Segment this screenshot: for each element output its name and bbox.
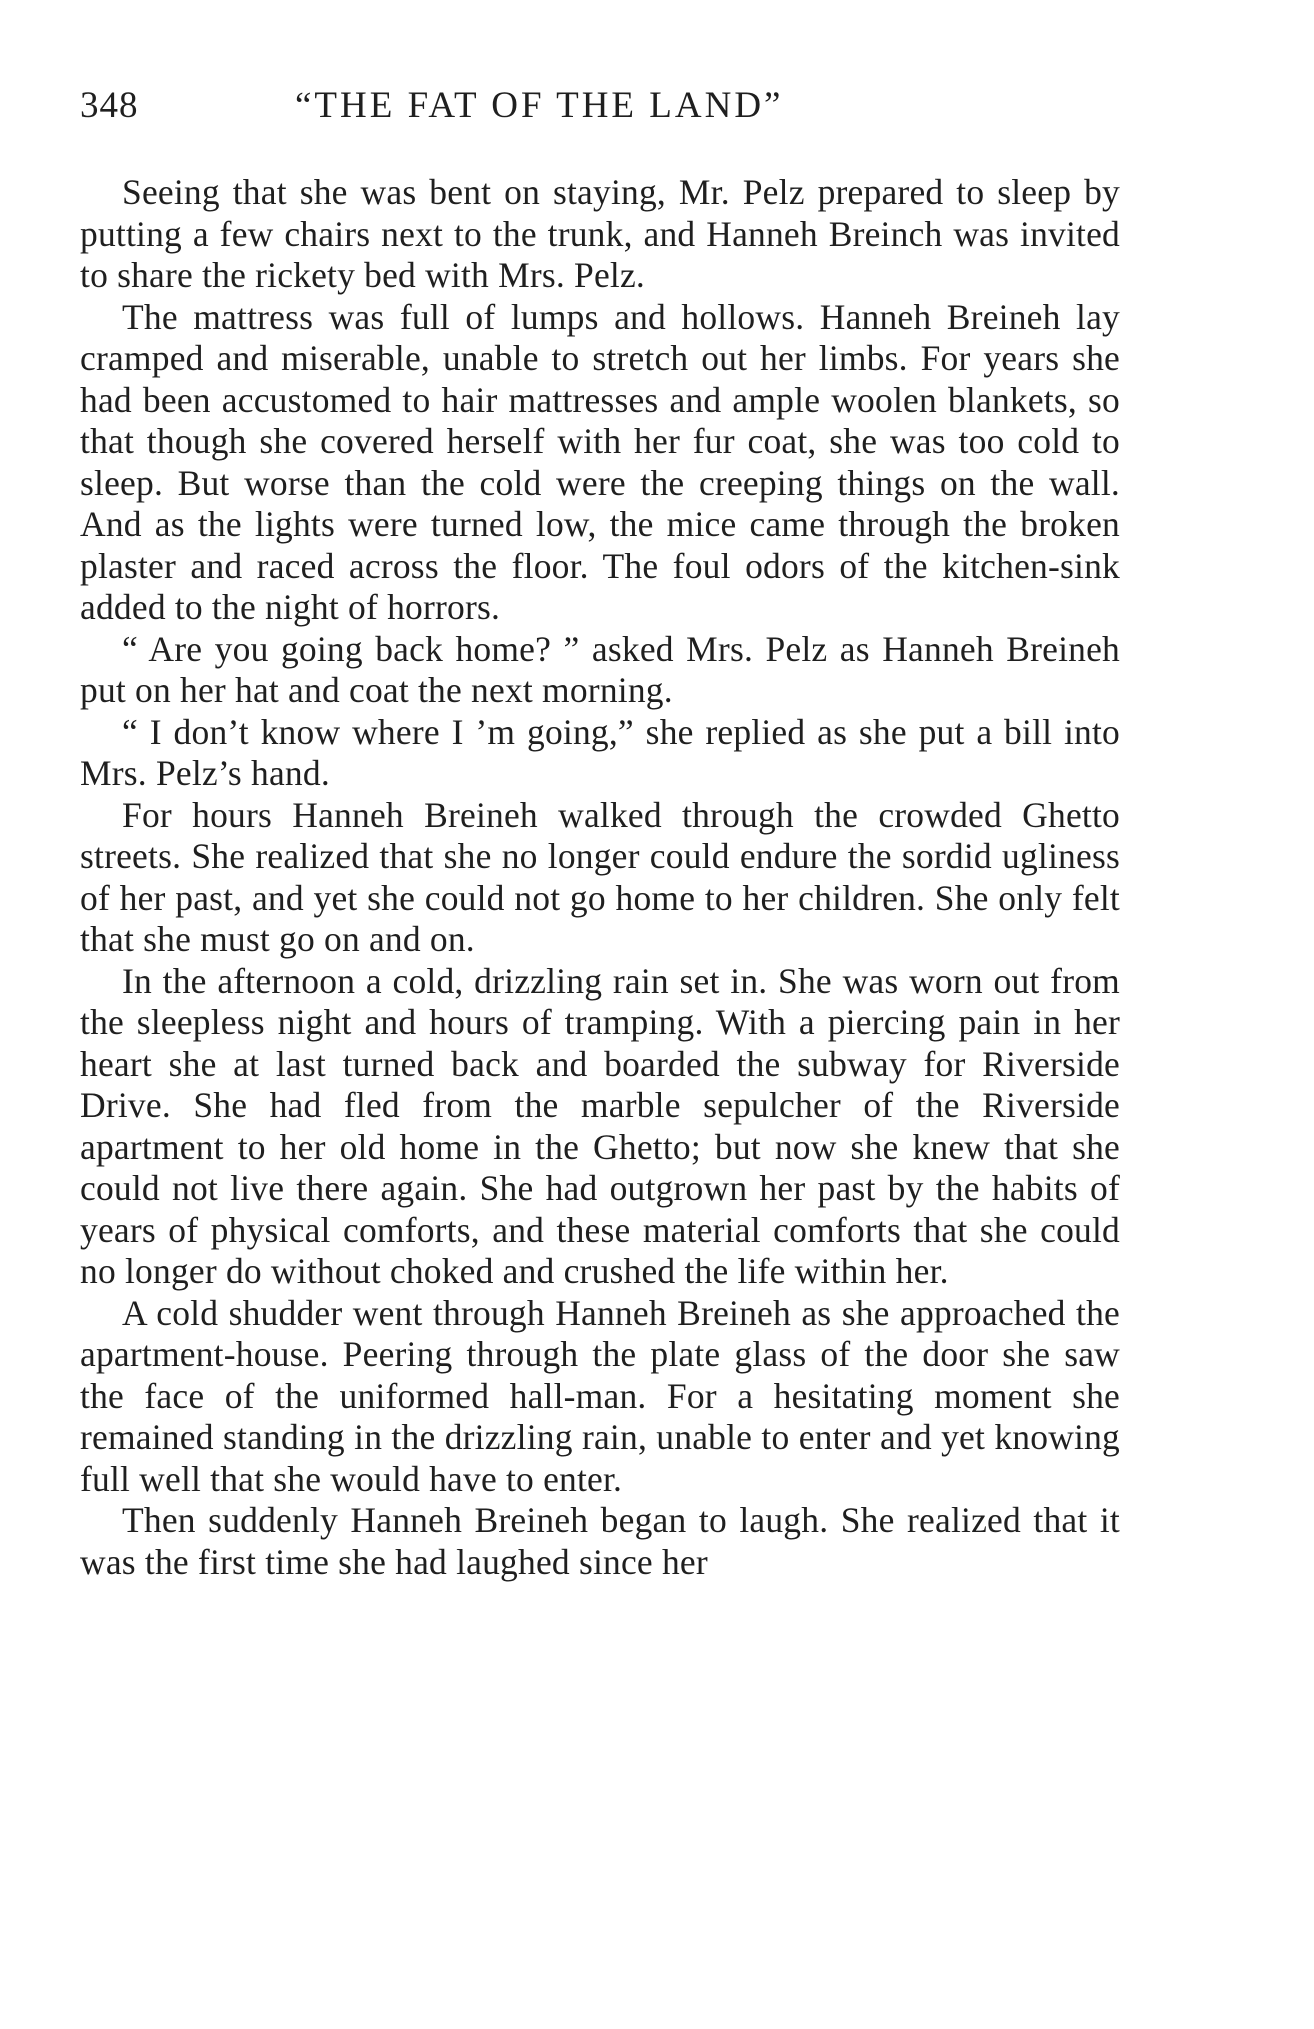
paragraph: In the afternoon a cold, drizzling rain set in. She was worn out from the sleepless night and hours of tramping. With a piercing pain in her heart she at last turned back and boarded the subway for Riverside Drive. She had fled from the marble sepulcher of the Riverside apartment to her old home in the Ghetto; but now she knew that she could not live there again. She had outgrown her past by the habits of years of physical comforts, and these material comforts that she could no longer do without choked and crushed the life within her.: [80, 960, 1120, 1291]
paragraph: Then suddenly Hanneh Breineh began to laugh. She realized that it was the first time she had laughed since her: [80, 1500, 1120, 1582]
paragraph: “ I don’t know where I ’m going,” she replied as she put a bill into Mrs. Pelz’s hand.: [80, 711, 1120, 793]
body-text: [80, 172, 1120, 1583]
paragraph: “ Are you going back home? ” asked Mrs. Pelz as Hanneh Breineh put on her hat and coat the next morning.: [80, 628, 1120, 710]
page-number: 348: [80, 85, 139, 126]
paragraph: Seeing that she was bent on staying, Mr. Pelz prepared to sleep by putting a few chairs next to the trunk, and Hanneh Breinch was invited to share the rickety bed with Mrs. Pelz.: [80, 172, 1120, 295]
running-title: “THE FAT OF THE LAND”: [295, 85, 784, 126]
paragraph: A cold shudder went through Hanneh Breineh as she approached the apartment-house. Peering through the plate glass of the door she saw the face of the uniformed hall-man. For a hesitating moment she remained standing in the drizzling rain, unable to enter and yet knowing full well that she would have to enter.: [80, 1292, 1120, 1499]
paragraph: For hours Hanneh Breineh walked through the crowded Ghetto streets. She realized that she no longer could endure the sordid ugliness of her past, and yet she could not go home to her children. She only felt that she must go on and on.: [80, 794, 1120, 959]
running-head: [80, 76, 1120, 136]
paragraph: The mattress was full of lumps and hollows. Hanneh Breineh lay cramped and miserable, unable to stretch out her limbs. For years she had been accustomed to hair mattresses and ample woolen blankets, so that though she covered herself with her fur coat, she was too cold to sleep. But worse than the cold were the creeping things on the wall. And as the lights were turned low, the mice came through the broken plaster and raced across the floor. The foul odors of the kitchen-sink added to the night of horrors.: [80, 296, 1120, 627]
